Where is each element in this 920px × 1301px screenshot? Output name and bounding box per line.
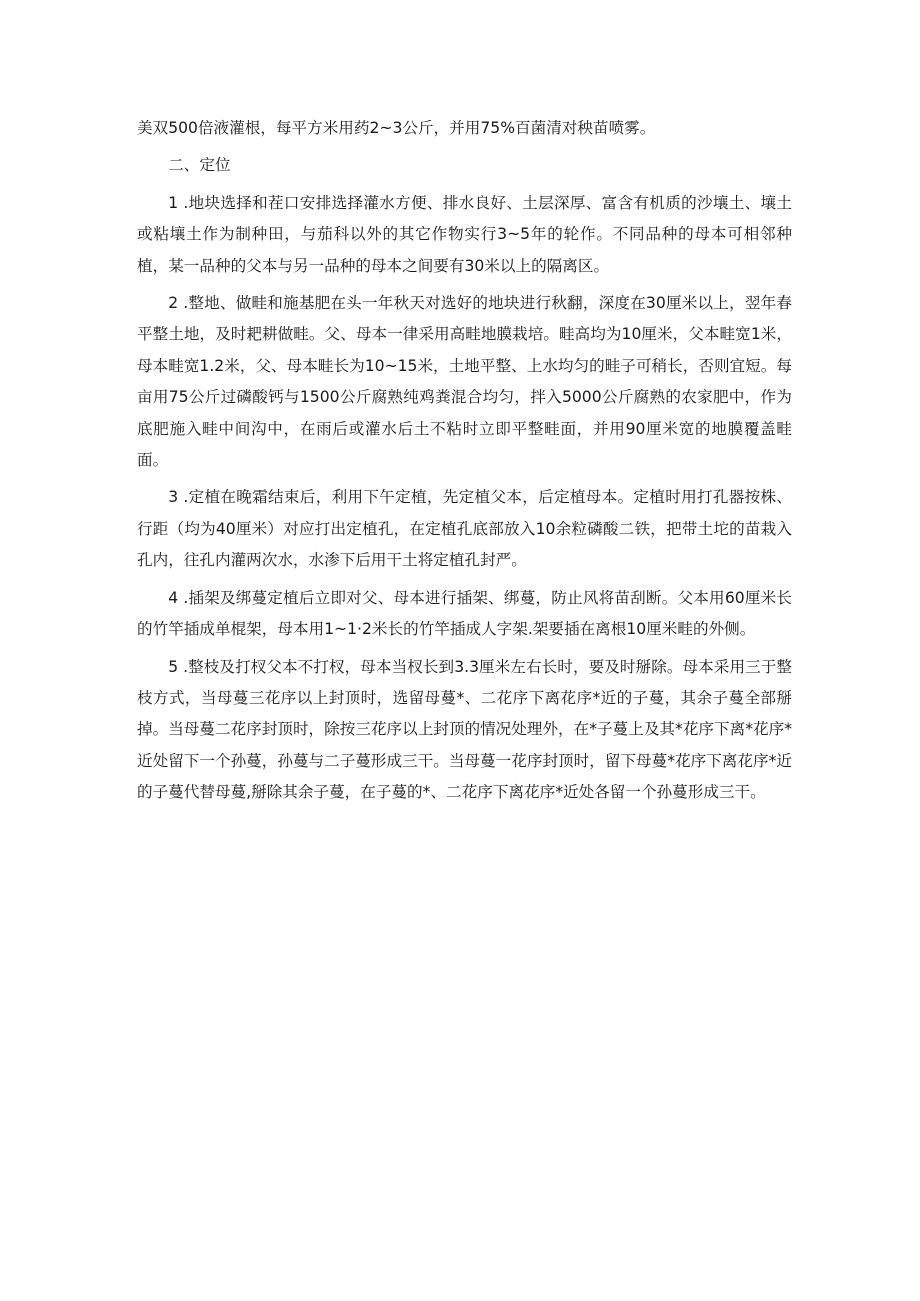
document-body — [137, 113, 792, 815]
paragraph-transplanting: 3 .定植在晚霜结束后，利用下午定植，先定植父本，后定植母本。定植时用打孔器按株、行距（均为40厘米）对应打出定植孔，在定植孔底部放入10余粒磷酸二铁，把带土坨的苗栽入孔内，往孔内灌两次水，水渗下后用干土将定植孔封严。 — [137, 488, 792, 570]
paragraph-land-preparation: 2 .整地、做畦和施基肥在头一年秋天对选好的地块进行秋翻，深度在30厘米以上，翌年春平整土地，及时耙耕做畦。父、母本一律采用高畦地膜栽培。畦高均为10厘米，父本畦宽1米，母本畦宽1.2米，父、母本畦长为10~15米，土地平整、上水均匀的畦子可稍长，否则宜短。每亩用75公斤过磷酸钙与1500公斤腐熟纯鸡粪混合均匀，拌入5000公斤腐熟的农家肥中，作为底肥施入畦中间沟中，在雨后或灌水后土不粘时立即平整畦面，并用90厘米宽的地膜覆盖畦面。 — [137, 294, 792, 470]
section-heading: 二、定位 — [168, 156, 231, 175]
paragraph-field-selection: 1 .地块选择和茬口安排选择灌水方便、排水良好、土层深厚、富含有机质的沙壤土、壤土或粘壤土作为制种田，与茄科以外的其它作物实行3~5年的轮作。不同品种的母本可相邻种植，某一品种的父本与另一品种的母本之间要有30米以上的隔离区。 — [137, 193, 792, 275]
paragraph-pruning: 5 .整枝及打杈父本不打杈，母本当杈长到3.3厘米左右长时，要及时掰除。母本采用三于整枝方式，当母蔓三花序以上封顶时，选留母蔓*、二花序下离花序*近的子蔓，其余子蔓全部掰掉。当母蔓二花序封顶时，除按三花序以上封顶的情况处理外，在*子蔓上及其*花序下离*花序*近处留下一个孙蔓，孙蔓与二子蔓形成三干。当母蔓一花序封顶时，留下母蔓*花序下离花序*近的子蔓代替母蔓,掰除其余子蔓，在子蔓的*、二花序下离花序*近处各留一个孙蔓形成三干。 — [137, 657, 792, 802]
paragraph-continued-text: 美双500倍液灌根，每平方米用药2~3公斤，并用75%百菌清对秧苗喷雾。 — [137, 119, 656, 137]
paragraph-staking: 4 .插架及绑蔓定植后立即对父、母本进行插架、绑蔓，防止风将苗刮断。父本用60厘米长的竹竿插成单棍架，母本用1~1·2米长的竹竿插成人字架.架要插在离根10厘米畦的外侧。 — [137, 588, 792, 639]
